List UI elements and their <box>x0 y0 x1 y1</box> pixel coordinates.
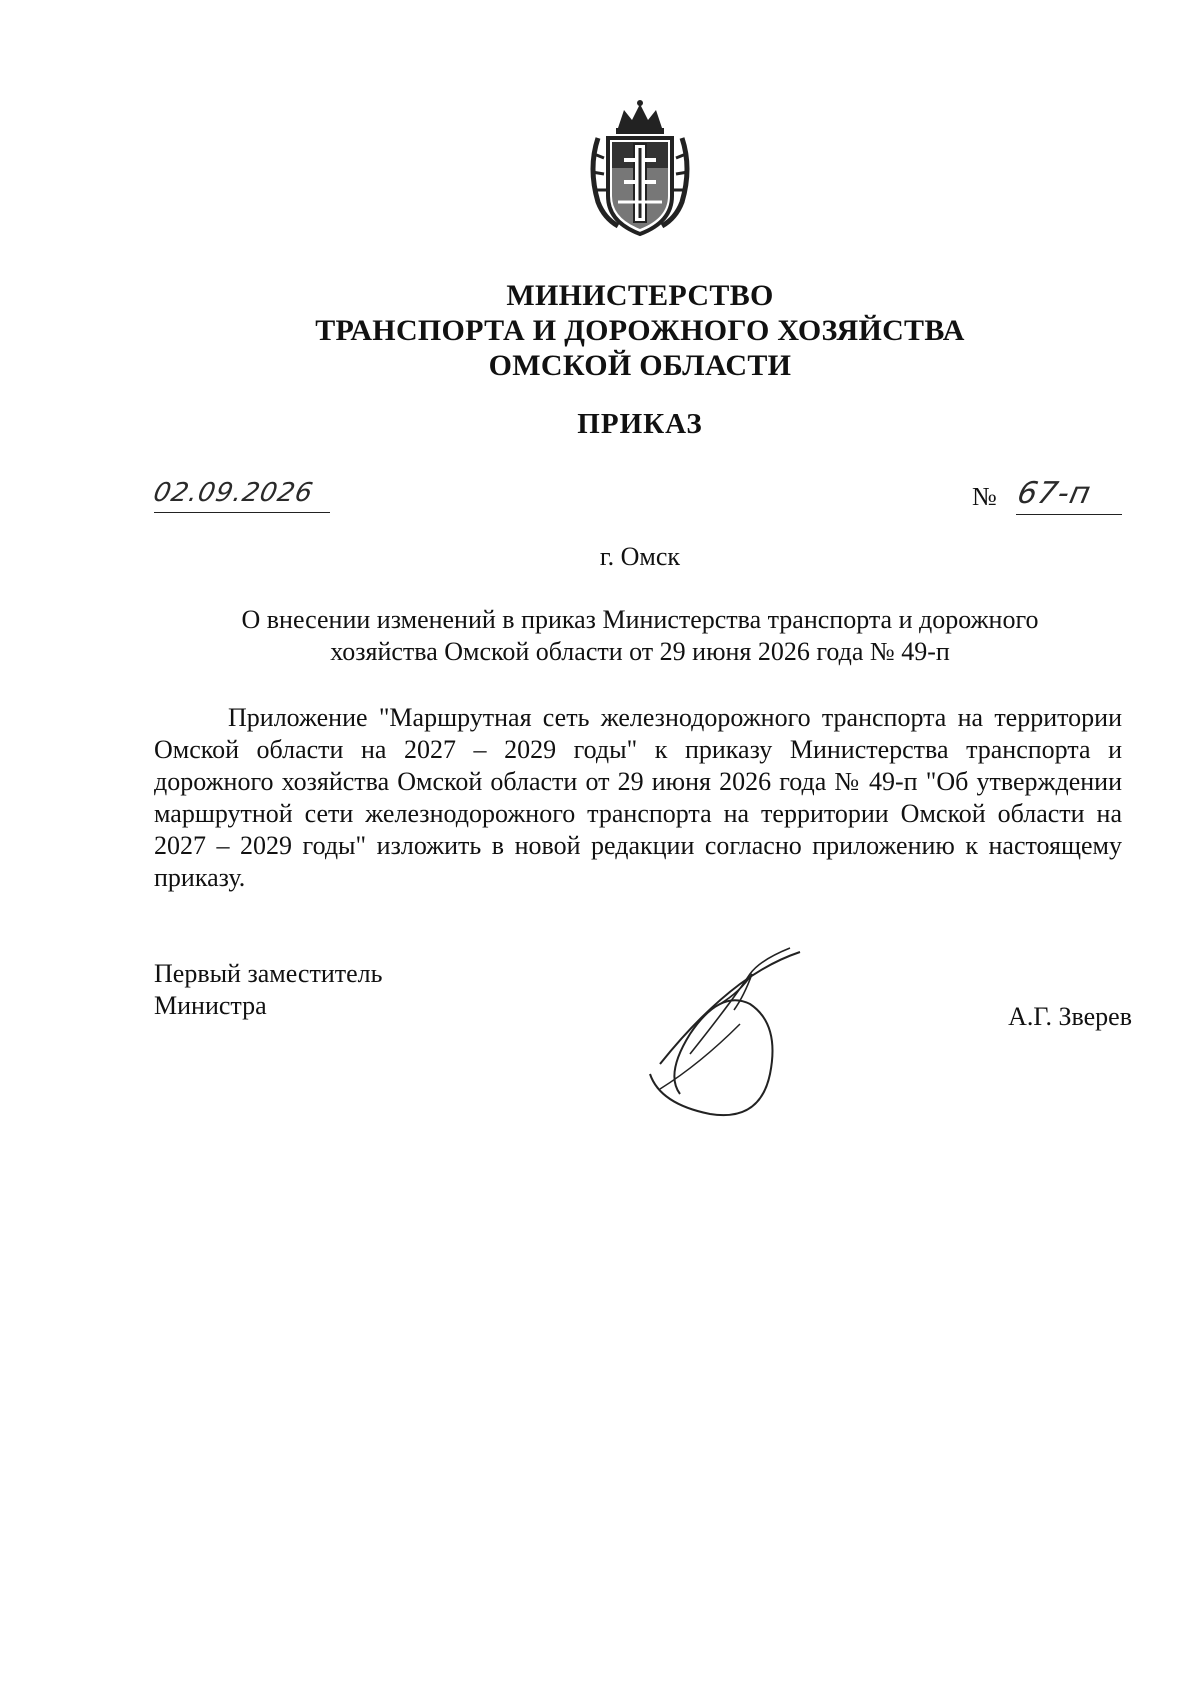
handwritten-signature-icon <box>640 944 840 1124</box>
order-subject: О внесении изменений в приказ Министерства транспорта и дорожного хозяйства Омской области от 29 июня 2026 года № 49-п <box>241 605 1039 666</box>
date-underline <box>154 512 330 513</box>
city: г. Омск <box>599 542 681 571</box>
order-date-handwritten: 02.09.2026 <box>150 478 317 508</box>
signer-name: А.Г. Зверев <box>1008 1002 1132 1031</box>
number-sign: № <box>972 482 997 511</box>
ministry-name <box>0 278 1200 383</box>
order-number-handwritten: 67-п <box>1014 476 1095 511</box>
order-number <box>972 478 1122 518</box>
number-underline <box>1016 514 1122 515</box>
ministry-line-2: ТРАНСПОРТА И ДОРОЖНОГО ХОЗЯЙСТВА <box>315 314 965 347</box>
signer-title <box>154 958 474 1022</box>
ministry-line-1: МИНИСТЕРСТВО <box>506 279 774 312</box>
coat-of-arms-icon <box>584 98 696 240</box>
signer-title-line-2: Министра <box>154 991 267 1020</box>
order-date <box>150 478 330 508</box>
signer-title-line-1: Первый заместитель <box>154 959 383 988</box>
document-type-title: ПРИКАЗ <box>577 408 703 440</box>
order-body: Приложение "Маршрутная сеть железнодорожного транспорта на территории Омской области на 2027 – 2029 годы" к приказу Министерства транспорта и дорожного хозяйства Омской области от 29 июня 2026 года № 49-п "Об утверждении маршрутной сети железнодорожного транспорта на территории Омской области на 2027 – 2029 годы" изложить в новой редакции согласно приложению к настоящему приказу. <box>154 703 1122 892</box>
ministry-line-3: ОМСКОЙ ОБЛАСТИ <box>488 349 792 382</box>
